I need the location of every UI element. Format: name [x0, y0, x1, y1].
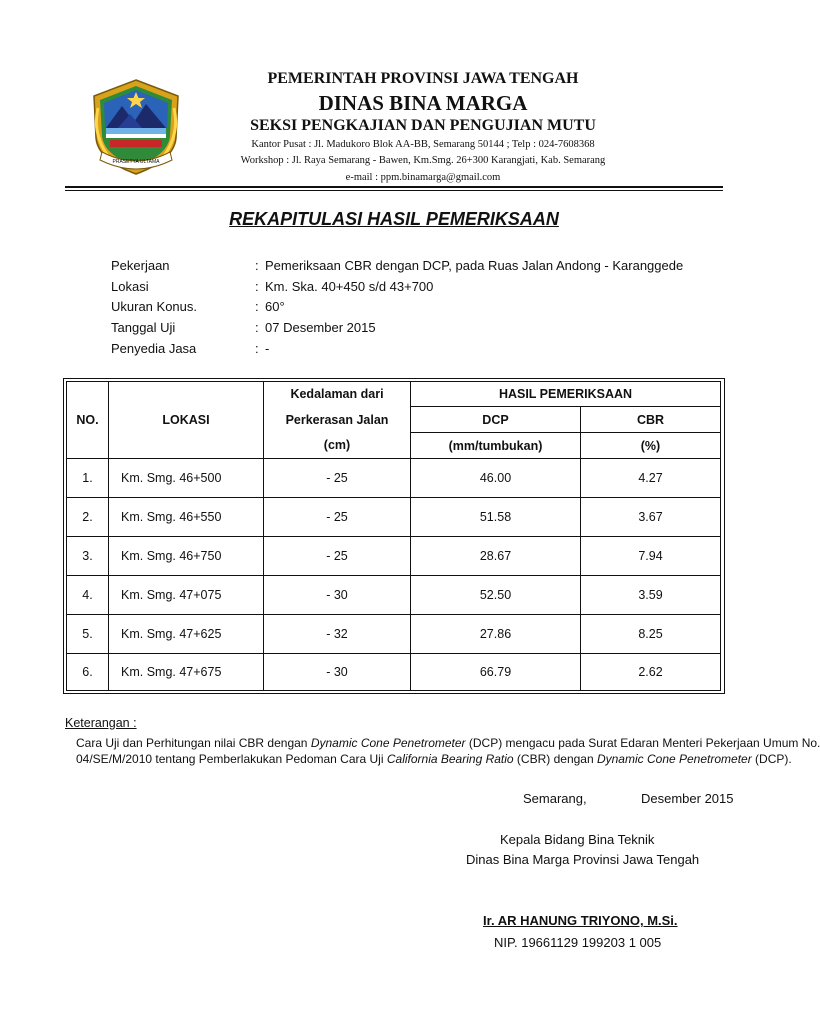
- results-table: [66, 381, 721, 691]
- header-address-workshop: Workshop : Jl. Raya Semarang - Bawen, Km.Smg. 26+300 Karangjati, Kab. Semarang: [240, 155, 606, 166]
- cell-no: 5.: [67, 615, 109, 654]
- info-value-penyedia-jasa: -: [265, 341, 270, 356]
- header-government: PEMERINTAH PROVINSI JAWA TENGAH: [267, 70, 579, 87]
- info-value-tanggal-uji: 07 Desember 2015: [265, 320, 376, 335]
- cell-depth: - 30: [264, 576, 411, 615]
- cell-lokasi: Km. Smg. 47+625: [109, 615, 264, 654]
- cell-lokasi: Km. Smg. 46+550: [109, 498, 264, 537]
- signature-position: Kepala Bidang Bina Teknik: [500, 832, 655, 847]
- cell-dcp: 51.58: [411, 498, 581, 537]
- header-depth-unit: (cm): [264, 433, 411, 459]
- header-divider-thin: [65, 190, 723, 191]
- notes-text: (DCP) mengacu pada Surat Edaran Menteri Pekerjaan Umum No.: [465, 736, 820, 750]
- table-row: [67, 459, 721, 498]
- header-cbr: CBR: [581, 407, 721, 433]
- info-label-ukuran-konus: Ukuran Konus.: [111, 299, 197, 314]
- table-row: [67, 498, 721, 537]
- cell-dcp: 66.79: [411, 654, 581, 691]
- info-colon: :: [255, 279, 259, 294]
- header-hasil-pemeriksaan: HASIL PEMERIKSAAN: [411, 382, 721, 407]
- info-colon: :: [255, 341, 259, 356]
- notes-italic-term: Dynamic Cone Penetrometer: [310, 736, 466, 750]
- info-value-ukuran-konus: 60°: [265, 299, 285, 314]
- province-emblem-logo: [88, 78, 184, 176]
- cell-cbr: 7.94: [581, 537, 721, 576]
- info-label-tanggal-uji: Tanggal Uji: [111, 320, 176, 335]
- notes-text: (DCP).: [751, 752, 792, 766]
- cell-no: 1.: [67, 459, 109, 498]
- header-cbr-unit: (%): [581, 433, 721, 459]
- notes-title: Keterangan :: [65, 716, 137, 730]
- signature-name: Ir. AR HANUNG TRIYONO, M.Si.: [483, 913, 678, 928]
- header-dcp-unit: (mm/tumbukan): [411, 433, 581, 459]
- table-row: [67, 615, 721, 654]
- table-row: [67, 654, 721, 691]
- cell-dcp: 46.00: [411, 459, 581, 498]
- info-label-pekerjaan: Pekerjaan: [111, 258, 170, 273]
- header-depth-line1: Kedalaman dari: [264, 382, 411, 407]
- cell-cbr: 3.59: [581, 576, 721, 615]
- header-agency: DINAS BINA MARGA: [318, 91, 528, 115]
- info-label-lokasi: Lokasi: [111, 279, 149, 294]
- cell-lokasi: Km. Smg. 46+750: [109, 537, 264, 576]
- cell-dcp: 28.67: [411, 537, 581, 576]
- header-depth-line2: Perkerasan Jalan: [264, 407, 411, 433]
- cell-cbr: 8.25: [581, 615, 721, 654]
- notes-line-2: [76, 752, 792, 766]
- notes-text: Cara Uji dan Perhitungan nilai CBR dengan: [76, 736, 311, 750]
- header-lokasi: LOKASI: [109, 382, 264, 459]
- info-value-lokasi: Km. Ska. 40+450 s/d 43+700: [265, 279, 434, 294]
- cell-depth: - 25: [264, 459, 411, 498]
- cell-lokasi: Km. Smg. 46+500: [109, 459, 264, 498]
- logo-ribbon-text: PRASETYA ULTAMA: [112, 159, 160, 165]
- cell-depth: - 25: [264, 498, 411, 537]
- header-divider-thick: [65, 186, 723, 188]
- cell-depth: - 30: [264, 654, 411, 691]
- cell-cbr: 2.62: [581, 654, 721, 691]
- cell-no: 3.: [67, 537, 109, 576]
- cell-no: 6.: [67, 654, 109, 691]
- cell-no: 4.: [67, 576, 109, 615]
- header-section: SEKSI PENGKAJIAN DAN PENGUJIAN MUTU: [250, 117, 596, 134]
- signature-date: Desember 2015: [641, 791, 734, 806]
- cell-no: 2.: [67, 498, 109, 537]
- table-row: [67, 576, 721, 615]
- notes-text: 04/SE/M/2010 tentang Pemberlakukan Pedoman Cara Uji: [76, 752, 387, 766]
- info-colon: :: [255, 320, 259, 335]
- cell-depth: - 32: [264, 615, 411, 654]
- cell-lokasi: Km. Smg. 47+075: [109, 576, 264, 615]
- info-label-penyedia-jasa: Penyedia Jasa: [111, 341, 197, 356]
- cell-dcp: 52.50: [411, 576, 581, 615]
- header-dcp: DCP: [411, 407, 581, 433]
- document-title: REKAPITULASI HASIL PEMERIKSAAN: [229, 209, 559, 229]
- notes-text: (CBR) dengan: [513, 752, 597, 766]
- notes-italic-term: Dynamic Cone Penetrometer: [596, 752, 752, 766]
- info-colon: :: [255, 299, 259, 314]
- header-email: e-mail : ppm.binamarga@gmail.com: [345, 172, 501, 183]
- header-address-office: Kantor Pusat : Jl. Madukoro Blok AA-BB, Semarang 50144 ; Telp : 024-7608368: [251, 139, 595, 150]
- info-value-pekerjaan: Pemeriksaan CBR dengan DCP, pada Ruas Jalan Andong - Karanggede: [265, 258, 684, 273]
- cell-dcp: 27.86: [411, 615, 581, 654]
- cell-cbr: 4.27: [581, 459, 721, 498]
- table-row: [67, 537, 721, 576]
- header-no: NO.: [67, 382, 109, 459]
- cell-depth: - 25: [264, 537, 411, 576]
- cell-lokasi: Km. Smg. 47+675: [109, 654, 264, 691]
- cell-cbr: 3.67: [581, 498, 721, 537]
- notes-italic-term: California Bearing Ratio: [386, 752, 514, 766]
- info-colon: :: [255, 258, 259, 273]
- signature-office: Dinas Bina Marga Provinsi Jawa Tengah: [466, 852, 700, 867]
- signature-nip: NIP. 19661129 199203 1 005: [494, 935, 662, 950]
- signature-place: Semarang,: [523, 791, 587, 806]
- notes-line-1: [76, 736, 820, 750]
